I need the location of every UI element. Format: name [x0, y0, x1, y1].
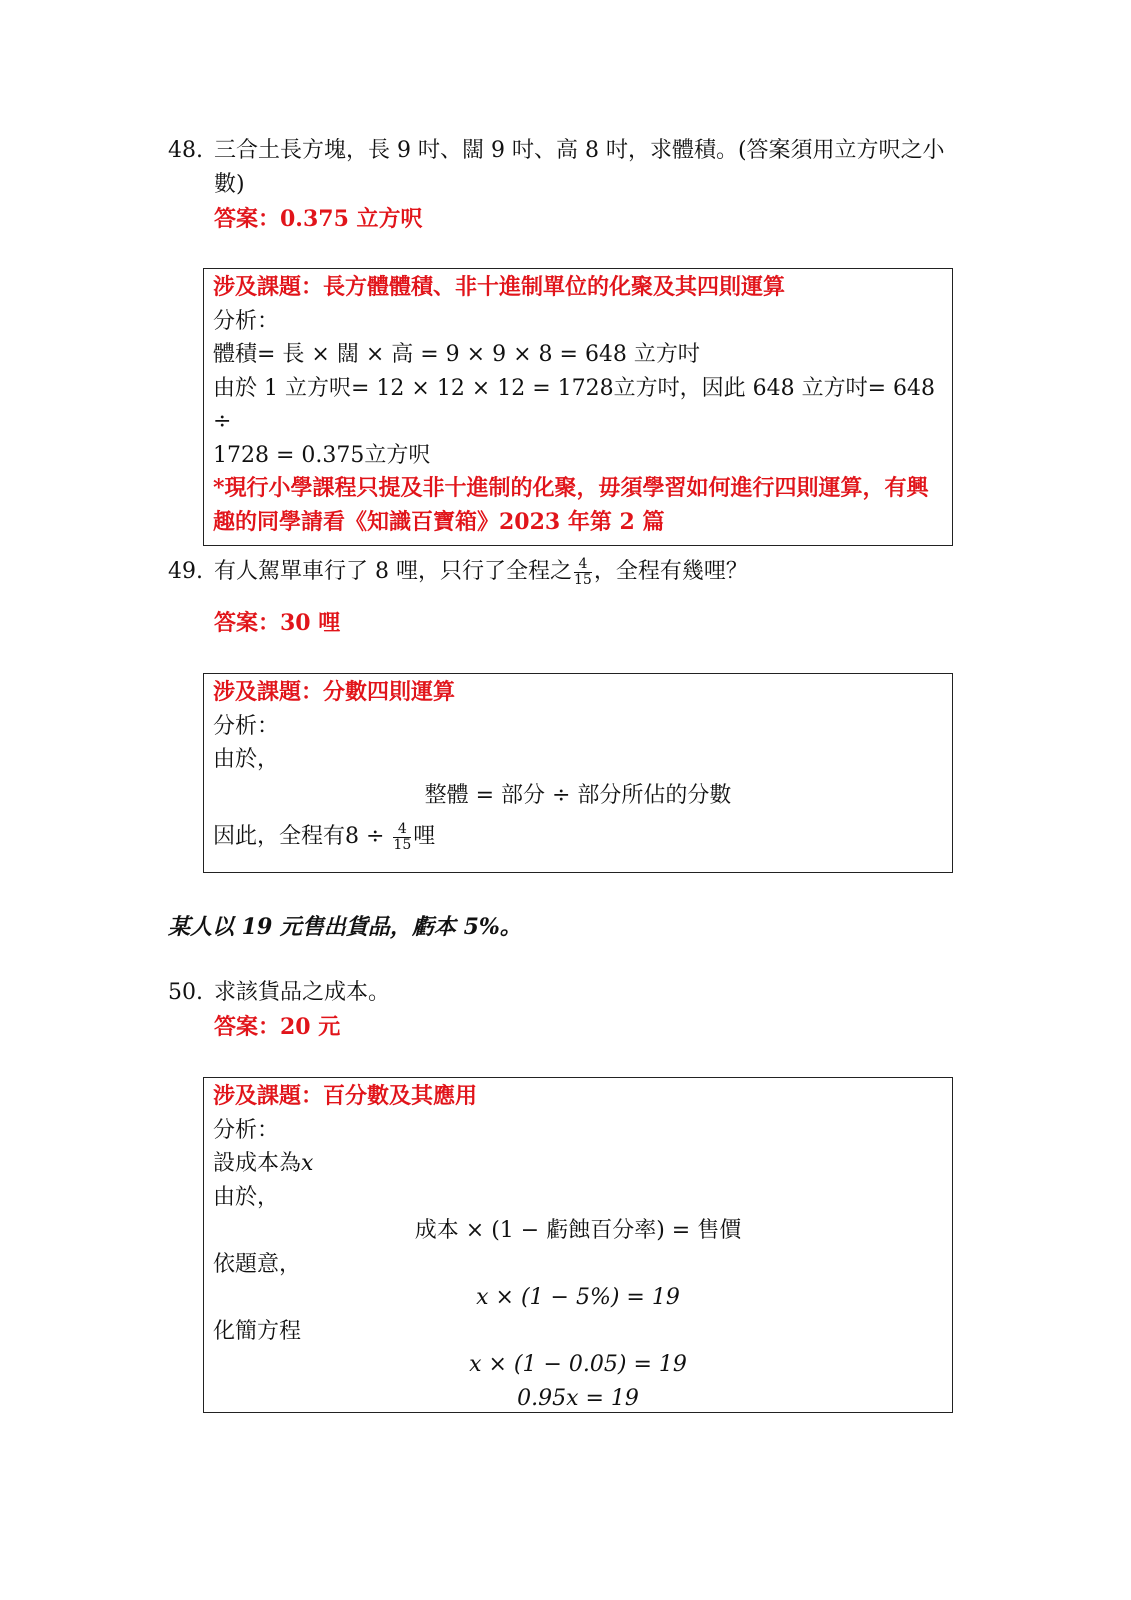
analysis-label: 分析：	[213, 713, 280, 739]
question-48	[168, 134, 958, 202]
since-line: 由於，	[213, 747, 280, 772]
question-49	[168, 555, 958, 589]
analysis-box-49	[203, 673, 953, 873]
conversion-line: 由於 1 立方呎= 12 × 12 × 12 = 1728立方吋，因此 648 立方吋= 648 ÷	[213, 375, 936, 434]
analysis-label: 分析：	[213, 308, 280, 334]
equation-3: 0.95x = 19	[517, 1385, 639, 1411]
formula: 成本 × (1 − 虧蝕百分率) = 售價	[414, 1218, 742, 1243]
according-line: 依題意，	[213, 1251, 302, 1277]
question-number: 49.	[168, 559, 203, 584]
analysis-label: 分析：	[213, 1117, 280, 1143]
note-line-2: 趣的同學請看《知識百寶箱》2023 年第 2 篇	[213, 508, 665, 535]
answer-50: 答案：20 元	[214, 1014, 341, 1040]
fraction: $\frac{4}{15}$	[393, 820, 412, 853]
answer-48: 答案：0.375 立方呎	[214, 206, 423, 232]
scenario-text: 某人以 19 元售出貨品，虧本 5%。	[168, 914, 522, 940]
note-line-1: *現行小學課程只提及非十進制的化聚，毋須學習如何進行四則運算，有興	[213, 475, 929, 501]
analysis-box-48	[203, 268, 953, 546]
result-line: 1728 = 0.375立方呎	[213, 442, 431, 468]
since-line: 由於，	[213, 1184, 280, 1210]
topic: 涉及課題：長方體體積、非十進制單位的化聚及其四則運算	[213, 274, 786, 300]
simplify-line: 化簡方程	[213, 1318, 302, 1344]
question-text: 有人駕單車行了 8 哩，只行了全程之 $\frac{4}{15}$ ，全程有幾哩？	[214, 555, 748, 588]
equation-2: x × (1 − 0.05) = 19	[469, 1352, 687, 1377]
formula: 整體 = 部分 ÷ 部分所佔的分數	[424, 782, 732, 808]
question-text: 三合土長方塊，長 9 吋、闊 9 吋、高 8 吋，求體積。(答案須用立方呎之小 數)	[214, 138, 945, 197]
equation-1: x × (1 − 5%) = 19	[476, 1285, 680, 1310]
question-number: 48.	[168, 138, 203, 163]
let-line: 設成本為x	[213, 1151, 314, 1176]
question-50	[168, 976, 958, 1010]
question-text: 求該貨品之成本。	[214, 980, 391, 1005]
answer-49: 答案：30 哩	[214, 610, 341, 636]
question-number: 50.	[168, 980, 203, 1005]
conclusion: 因此，全程有8 ÷ $\frac{4}{15}$ 哩	[213, 820, 436, 853]
fraction: $\frac{4}{15}$	[574, 555, 592, 588]
analysis-box-50	[203, 1077, 953, 1413]
topic: 涉及課題：百分數及其應用	[213, 1083, 478, 1109]
volume-line: 體積= 長 × 闊 × 高 = 9 × 9 × 8 = 648 立方吋	[213, 342, 700, 367]
topic: 涉及課題：分數四則運算	[213, 679, 456, 705]
